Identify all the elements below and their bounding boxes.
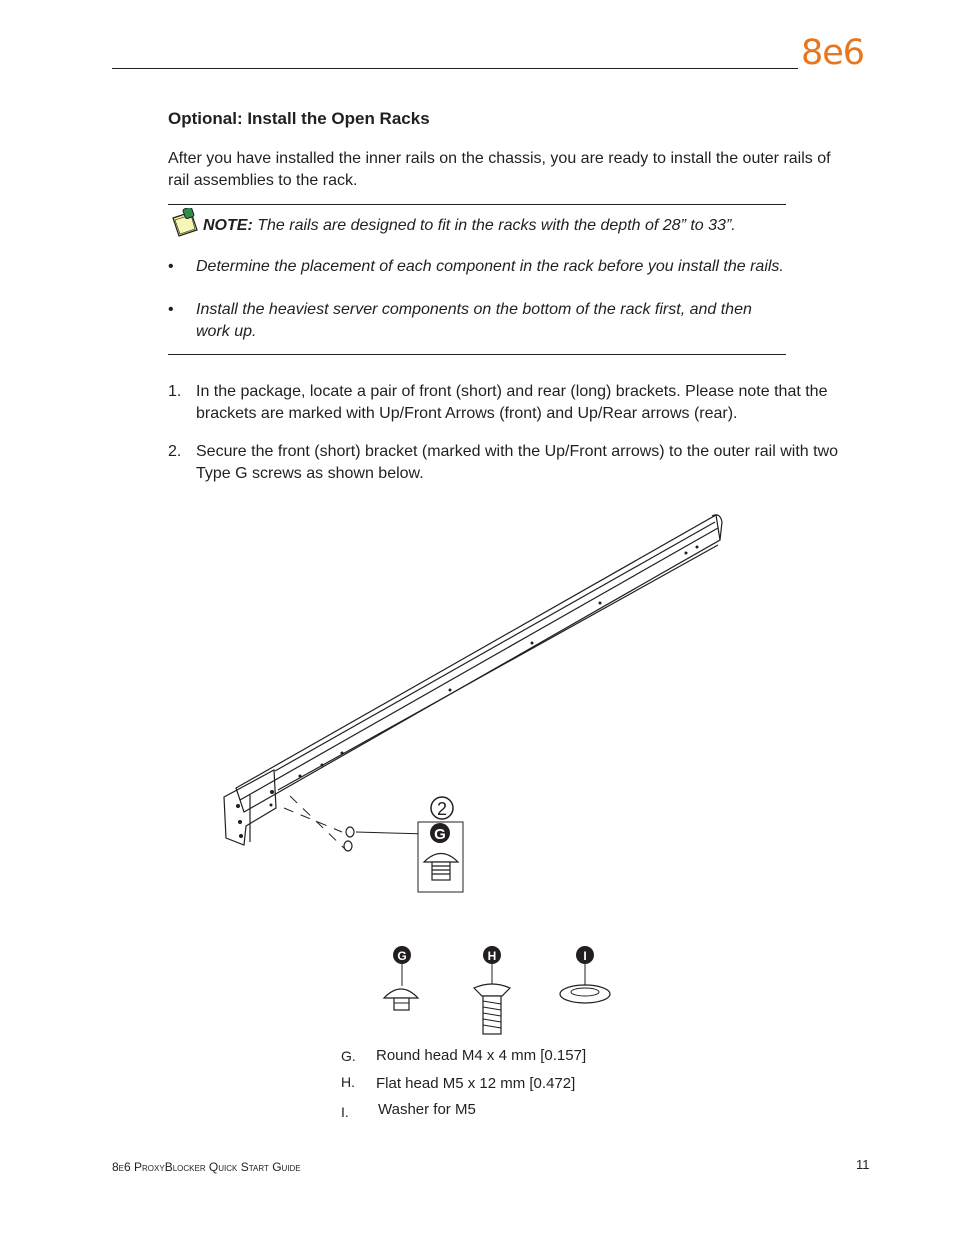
legend-letter: H. (341, 1074, 355, 1090)
callout-g-label: G (434, 826, 446, 843)
legend-letter: I. (341, 1104, 349, 1120)
step-number: 1. (168, 383, 182, 400)
small-screws (344, 827, 354, 851)
note-body: The rails are designed to fit in the racks with the depth of 28” to 33”. (252, 217, 736, 234)
bullet-mark: • (168, 301, 174, 318)
legend-text: Washer for M5 (378, 1101, 476, 1118)
bullet-text: Determine the placement of each component in the rack before you install the rails. (196, 258, 784, 275)
legend-text: Flat head M5 x 12 mm [0.472] (376, 1075, 576, 1092)
footer-title: 8e6 ProxyBlocker Quick Start Guide (112, 1160, 301, 1174)
legend-text: Round head M4 x 4 mm [0.157] (376, 1047, 587, 1064)
screw-guide-lines (284, 796, 346, 850)
intro-paragraph: After you have installed the inner rails on the chassis, you are ready to install the outer rails of rail assemblies to the rack. (168, 150, 831, 189)
bullet-mark: • (168, 258, 174, 275)
callout-leader (356, 832, 428, 834)
note-label: NOTE: (203, 217, 253, 234)
step-number: 2. (168, 443, 182, 460)
brand-logo: 8e6 (801, 33, 865, 73)
quantity-label: 2 (436, 799, 448, 819)
page-number: 11 (856, 1157, 870, 1172)
washer-i-label: I (583, 949, 587, 963)
legend-letter: G. (341, 1048, 356, 1064)
step-text: Secure the front (short) bracket (marked with the Up/Front arrows) to the outer rail with two Type G screws as shown below. (196, 443, 839, 482)
step-text: In the package, locate a pair of front (short) and rear (long) brackets. Please note that the brackets are marked with Up/Front Arrows (front) and Up/Rear arrows (rear). (196, 383, 828, 422)
section-title: Optional: Install the Open Racks (168, 109, 430, 128)
outer-rail (224, 515, 722, 845)
bullet-text: Install the heaviest server components on the bottom of the rack first, and then work up. (196, 301, 752, 340)
screw-h-label: H (487, 949, 497, 963)
screw-g-label: G (397, 949, 407, 963)
